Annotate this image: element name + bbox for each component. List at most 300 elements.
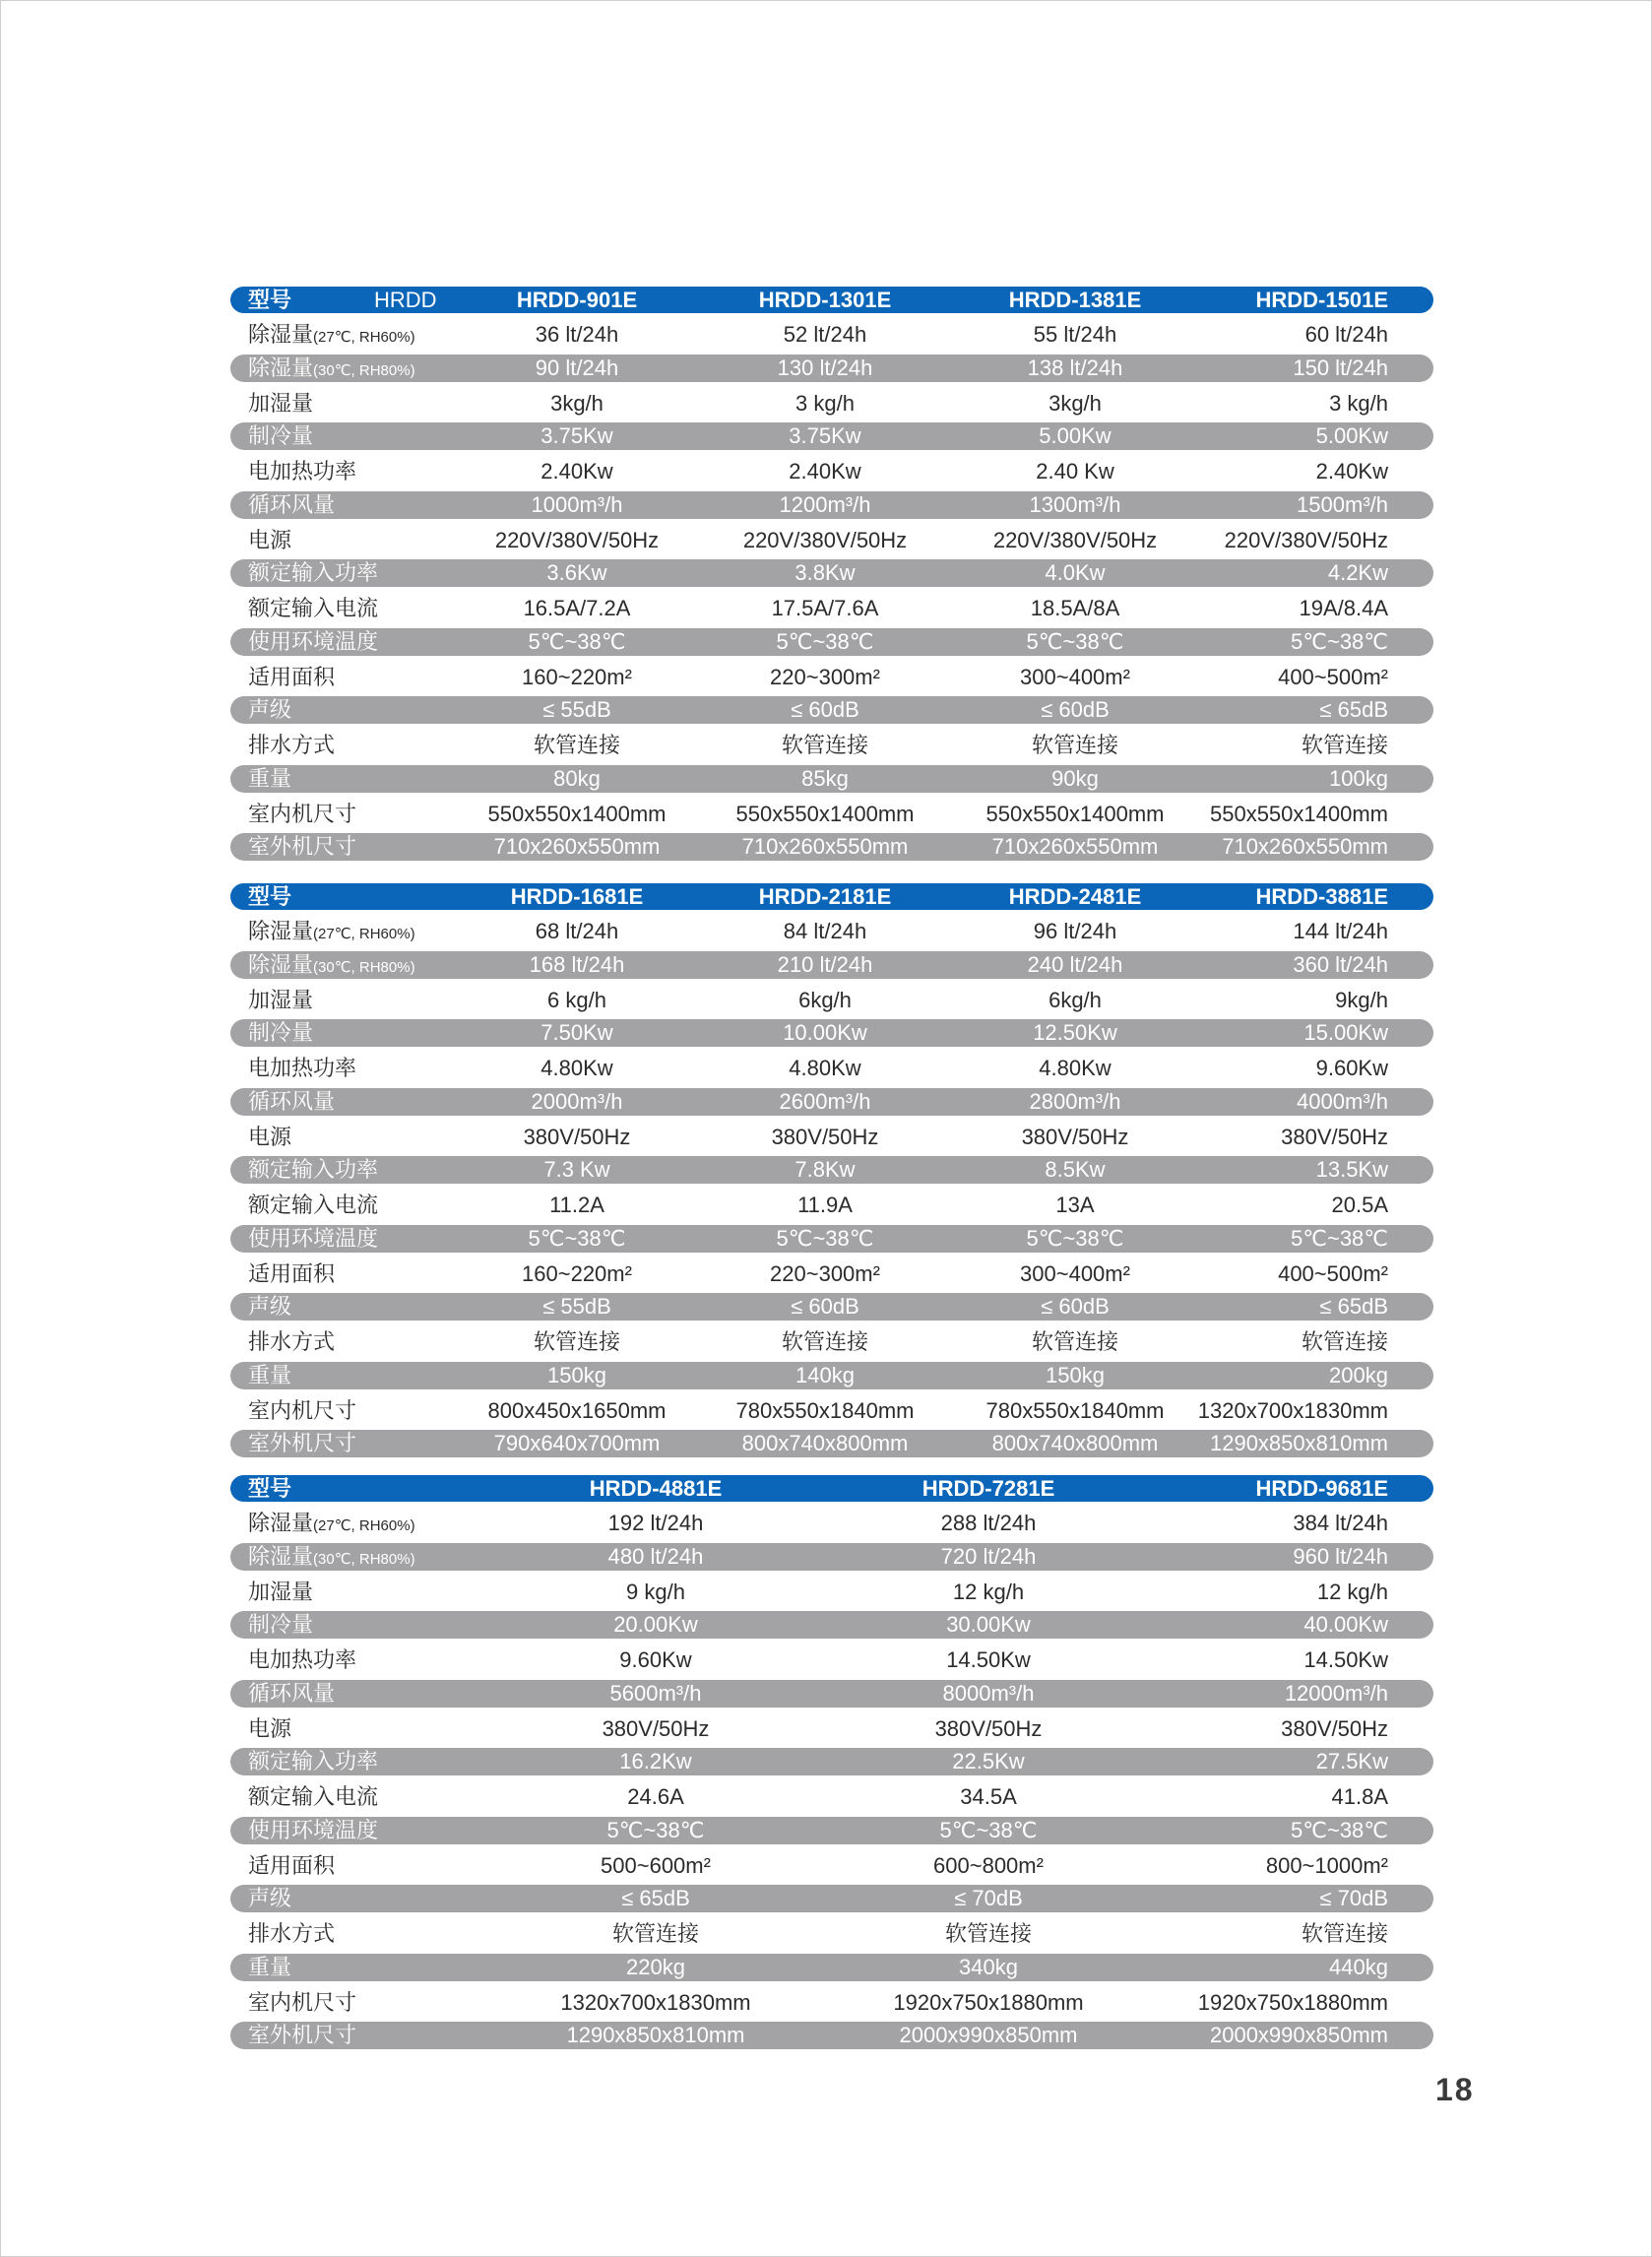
- table-cell: 10.00Kw: [783, 1020, 867, 1045]
- table-cell: 400~500m²: [1278, 664, 1388, 689]
- header-prefix: HRDD: [374, 288, 437, 312]
- row-label-text: 声级: [248, 697, 292, 722]
- table-cell: 220V/380V/50Hz: [494, 527, 660, 552]
- table-cell: 软管连接: [1301, 733, 1388, 757]
- table-cell: 软管连接: [944, 1921, 1032, 1946]
- table-cell: 2.40 Kw: [1036, 459, 1114, 484]
- row-label: [248, 1643, 356, 1677]
- row-label-text: 室内机尺寸: [248, 1989, 357, 2015]
- row-label: [248, 591, 378, 625]
- header-model: HRDD-9681E: [1255, 1476, 1388, 1501]
- row-label-text: 使用环境温度: [248, 1225, 379, 1251]
- table-cell: 7.8Kw: [794, 1157, 856, 1182]
- table-cell: 15.00Kw: [1303, 1020, 1388, 1045]
- table-cell: 384 lt/24h: [1293, 1511, 1388, 1535]
- table-cell: 18.5A/8A: [1030, 596, 1120, 620]
- table-row: [230, 728, 1433, 762]
- table-cell: 55 lt/24h: [1033, 322, 1117, 347]
- table-cell: 2600m³/h: [779, 1088, 871, 1114]
- header-label: 型号: [248, 288, 292, 312]
- table-cell: 710x260x550mm: [991, 834, 1159, 859]
- table-cell: 380V/50Hz: [523, 1124, 631, 1149]
- row-label-text: 适用面积: [248, 664, 336, 689]
- table-cell: 13A: [1055, 1193, 1095, 1217]
- table-cell: 800x450x1650mm: [487, 1397, 667, 1423]
- table-row: [230, 1393, 1433, 1428]
- row-label: [248, 1188, 378, 1222]
- table-cell: 790x640x700mm: [493, 1431, 661, 1455]
- row-label: [248, 1156, 378, 1184]
- row-label: [248, 491, 335, 519]
- table-cell: 550x550x1400mm: [1209, 801, 1388, 826]
- row-label: [248, 1916, 335, 1951]
- header-model: HRDD-1381E: [1008, 288, 1142, 312]
- table-cell: ≤ 65dB: [621, 1886, 690, 1910]
- table-cell: 12 kg/h: [1316, 1579, 1388, 1604]
- table-cell: 6kg/h: [1048, 987, 1102, 1012]
- table-cell: 3 kg/h: [795, 390, 855, 416]
- table-row: [230, 628, 1433, 656]
- row-label: [248, 1611, 313, 1639]
- table-cell: 3kg/h: [550, 390, 604, 416]
- table-cell: 20.5A: [1331, 1193, 1388, 1217]
- table-cell: 130 lt/24h: [777, 355, 873, 380]
- table-row: [230, 386, 1433, 420]
- page-number: 18: [1435, 2072, 1475, 2107]
- row-label-text: 除湿量: [248, 919, 314, 943]
- table-cell: 400~500m²: [1278, 1260, 1388, 1286]
- table-cell: 7.50Kw: [540, 1020, 613, 1045]
- row-label: [248, 2022, 356, 2049]
- table-cell: 160~220m²: [522, 664, 632, 689]
- row-label: [248, 559, 378, 587]
- table-cell: 1000m³/h: [531, 491, 623, 517]
- table-row: [230, 422, 1433, 450]
- table-cell: 380V/50Hz: [934, 1715, 1043, 1741]
- row-label: [248, 728, 335, 762]
- row-label-note: (27℃, RH60%): [313, 329, 415, 346]
- table-cell: 1320x700x1830mm: [1197, 1397, 1388, 1423]
- table-header-row: [230, 1475, 1433, 1502]
- row-label-text: 室内机尺寸: [248, 801, 357, 826]
- table-cell: 14.50Kw: [1303, 1647, 1388, 1672]
- table-cell: 4000m³/h: [1297, 1088, 1388, 1114]
- table-cell: 34.5A: [960, 1784, 1017, 1809]
- table-cell: ≤ 55dB: [542, 697, 611, 722]
- header-model: HRDD-1681E: [510, 884, 644, 909]
- table-cell: ≤ 55dB: [542, 1294, 611, 1319]
- table-row: [230, 1954, 1433, 1981]
- table-cell: ≤ 60dB: [1041, 1294, 1110, 1319]
- spec-table-1: [230, 287, 1433, 865]
- row-label-text: 额定输入功率: [248, 1749, 379, 1773]
- header-model: HRDD-2481E: [1008, 884, 1142, 909]
- table-cell: 13.5Kw: [1315, 1157, 1388, 1182]
- table-cell: 380V/50Hz: [1281, 1715, 1388, 1741]
- table-cell: 340kg: [959, 1954, 1018, 1979]
- row-label: [248, 1293, 291, 1321]
- table-cell: ≤ 60dB: [791, 697, 859, 722]
- table-row: [230, 491, 1433, 519]
- table-row: [230, 1293, 1433, 1321]
- table-row: [230, 1748, 1433, 1775]
- table-cell: 220~300m²: [770, 664, 880, 689]
- row-label-text: 排水方式: [248, 1921, 336, 1946]
- header-model: HRDD-3881E: [1255, 884, 1388, 909]
- spec-table-2: [230, 883, 1433, 1461]
- row-label-text: 声级: [248, 1294, 292, 1319]
- table-cell: 14.50Kw: [946, 1647, 1031, 1672]
- table-cell: 9kg/h: [1335, 987, 1388, 1012]
- row-label: [248, 1985, 356, 2020]
- table-row: [230, 1257, 1433, 1291]
- table-cell: 3kg/h: [1048, 390, 1102, 416]
- table-cell: 160~220m²: [522, 1260, 632, 1286]
- table-cell: 550x550x1400mm: [487, 801, 667, 826]
- table-row: [230, 696, 1433, 724]
- table-cell: 1290x850x810mm: [1209, 1431, 1388, 1455]
- table-cell: 220kg: [626, 1954, 685, 1979]
- table-cell: 27.5Kw: [1315, 1749, 1388, 1773]
- table-cell: 软管连接: [781, 733, 868, 757]
- row-label: [248, 660, 335, 694]
- row-label: [248, 1430, 356, 1457]
- table-cell: 52 lt/24h: [783, 322, 867, 347]
- table-cell: 6 kg/h: [547, 987, 606, 1012]
- table-cell: 144 lt/24h: [1293, 919, 1388, 943]
- row-label-text: 使用环境温度: [248, 1817, 379, 1842]
- table-cell: 9 kg/h: [626, 1579, 685, 1604]
- table-cell: 60 lt/24h: [1304, 322, 1388, 347]
- table-cell: 36 lt/24h: [535, 322, 619, 347]
- table-cell: 24.6A: [627, 1784, 684, 1809]
- row-label: [248, 317, 415, 355]
- table-cell: 3.75Kw: [540, 423, 613, 448]
- table-row: [230, 914, 1433, 948]
- table-cell: 140kg: [795, 1362, 855, 1387]
- table-row: [230, 1916, 1433, 1951]
- row-label-text: 室外机尺寸: [248, 2023, 357, 2047]
- table-cell: 20.00Kw: [613, 1612, 698, 1637]
- table-cell: 800x740x800mm: [991, 1431, 1159, 1455]
- table-cell: 380V/50Hz: [771, 1124, 879, 1149]
- header-model: HRDD-901E: [516, 288, 638, 312]
- table-cell: 5℃~38℃: [528, 1225, 626, 1251]
- table-cell: 150kg: [547, 1362, 606, 1387]
- header-model: HRDD-1301E: [758, 288, 892, 312]
- table-cell: 780x550x1840mm: [735, 1397, 915, 1423]
- table-row: [230, 1611, 1433, 1639]
- row-label-text: 额定输入功率: [248, 560, 379, 585]
- table-cell: 9.60Kw: [619, 1647, 692, 1672]
- table-cell: 96 lt/24h: [1033, 919, 1117, 943]
- table-cell: ≤ 60dB: [1041, 697, 1110, 722]
- table-cell: 360 lt/24h: [1293, 951, 1388, 977]
- table-cell: 220~300m²: [770, 1260, 880, 1286]
- row-label: [248, 1779, 378, 1814]
- table-cell: 1290x850x810mm: [566, 2023, 745, 2047]
- row-label-text: 适用面积: [248, 1852, 336, 1878]
- table-row: [230, 797, 1433, 831]
- table-row: [230, 1680, 1433, 1708]
- table-row: [230, 1817, 1433, 1844]
- header-model: HRDD-1501E: [1255, 288, 1388, 312]
- table-cell: 8.5Kw: [1045, 1157, 1106, 1182]
- table-cell: 800~1000m²: [1265, 1852, 1388, 1878]
- table-cell: 40.00Kw: [1303, 1612, 1388, 1637]
- table-cell: 80kg: [553, 765, 601, 791]
- table-cell: 2000x990x850mm: [899, 2023, 1078, 2047]
- table-cell: 150 lt/24h: [1293, 355, 1388, 380]
- row-label: [248, 1393, 356, 1428]
- header-model: HRDD-4881E: [589, 1476, 723, 1501]
- header-model: HRDD-2181E: [758, 884, 892, 909]
- table-cell: 16.2Kw: [619, 1749, 692, 1773]
- table-cell: 3.8Kw: [794, 560, 856, 585]
- table-cell: 5℃~38℃: [939, 1817, 1038, 1842]
- table-cell: 300~400m²: [1020, 1260, 1130, 1286]
- table-cell: 550x550x1400mm: [985, 801, 1165, 826]
- table-cell: 600~800m²: [933, 1852, 1044, 1878]
- table-row: [230, 833, 1433, 861]
- header-label: 型号: [248, 1476, 292, 1501]
- table-row: [230, 1324, 1433, 1359]
- table-cell: 5℃~38℃: [776, 628, 874, 654]
- table-row: [230, 1019, 1433, 1047]
- row-label: [248, 1257, 335, 1291]
- row-label-text: 额定输入电流: [248, 596, 379, 620]
- row-label: [248, 355, 415, 385]
- table-row: [230, 591, 1433, 625]
- table-cell: 90kg: [1051, 765, 1099, 791]
- row-label: [248, 797, 356, 831]
- table-cell: 220V/380V/50Hz: [1224, 527, 1388, 552]
- row-label-text: 重量: [248, 1954, 292, 1979]
- row-label: [248, 454, 356, 488]
- row-label: [248, 628, 378, 656]
- table-cell: 3.75Kw: [789, 423, 861, 448]
- row-label: [248, 1848, 335, 1883]
- row-label-text: 制冷量: [248, 1020, 314, 1045]
- table-cell: 30.00Kw: [946, 1612, 1031, 1637]
- table-row: [230, 1362, 1433, 1389]
- table-cell: 5℃~38℃: [776, 1225, 874, 1251]
- table-cell: 1920x750x1880mm: [893, 1989, 1084, 2015]
- row-label-text: 排水方式: [248, 1329, 336, 1354]
- table-row: [230, 1543, 1433, 1571]
- table-row: [230, 1985, 1433, 2020]
- row-label: [248, 833, 356, 861]
- table-cell: 138 lt/24h: [1027, 355, 1123, 380]
- table-row: [230, 660, 1433, 694]
- table-cell: 192 lt/24h: [607, 1511, 704, 1535]
- table-cell: 1500m³/h: [1297, 491, 1388, 517]
- table-cell: 2000x990x850mm: [1209, 2023, 1388, 2047]
- table-row: [230, 765, 1433, 793]
- table-cell: 软管连接: [1031, 733, 1118, 757]
- table-cell: 5℃~38℃: [1291, 628, 1388, 654]
- table-cell: ≤ 65dB: [1319, 697, 1388, 722]
- row-label-text: 排水方式: [248, 733, 336, 757]
- table-cell: 5℃~38℃: [1291, 1817, 1388, 1842]
- table-cell: 11.9A: [797, 1193, 853, 1217]
- table-cell: 380V/50Hz: [1021, 1124, 1129, 1149]
- row-label: [248, 1543, 415, 1574]
- row-label-text: 重量: [248, 765, 292, 791]
- table-row: [230, 951, 1433, 979]
- table-cell: 4.80Kw: [789, 1056, 861, 1080]
- table-cell: 6kg/h: [798, 987, 852, 1012]
- table-row: [230, 1051, 1433, 1085]
- table-cell: 780x550x1840mm: [985, 1397, 1165, 1423]
- row-label-text: 除湿量: [248, 951, 314, 977]
- table-row: [230, 1779, 1433, 1814]
- table-cell: 2.40Kw: [1315, 459, 1388, 484]
- row-label: [248, 765, 291, 793]
- table-cell: 100kg: [1329, 765, 1388, 791]
- row-label-text: 室外机尺寸: [248, 834, 357, 859]
- table-cell: 5℃~38℃: [1026, 1225, 1124, 1251]
- table-cell: 17.5A/7.6A: [771, 596, 879, 620]
- row-label-text: 制冷量: [248, 423, 314, 448]
- table-row: [230, 1506, 1433, 1540]
- row-label: [248, 1748, 378, 1775]
- table-row: [230, 1430, 1433, 1457]
- row-label-text: 室外机尺寸: [248, 1431, 357, 1455]
- table-cell: 软管连接: [1301, 1329, 1388, 1354]
- table-cell: 8000m³/h: [942, 1680, 1035, 1706]
- table-cell: 软管连接: [1031, 1329, 1118, 1354]
- table-cell: 1320x700x1830mm: [560, 1989, 751, 2015]
- table-row: [230, 2022, 1433, 2049]
- table-cell: 1920x750x1880mm: [1197, 1989, 1388, 2015]
- table-cell: 软管连接: [781, 1329, 868, 1354]
- row-label-text: 加湿量: [248, 390, 314, 416]
- table-cell: 210 lt/24h: [777, 951, 873, 977]
- row-label: [248, 386, 313, 420]
- table-cell: 1300m³/h: [1029, 491, 1121, 517]
- table-cell: 16.5A/7.2A: [523, 596, 631, 620]
- row-label-text: 加湿量: [248, 987, 314, 1012]
- table-cell: 220V/380V/50Hz: [992, 527, 1158, 552]
- table-cell: 68 lt/24h: [535, 919, 619, 943]
- table-cell: 150kg: [1046, 1362, 1105, 1387]
- table-cell: 380V/50Hz: [1281, 1124, 1388, 1149]
- row-label-text: 使用环境温度: [248, 628, 379, 654]
- table-row: [230, 1711, 1433, 1746]
- table-cell: 5℃~38℃: [1291, 1225, 1388, 1251]
- row-label-note: (27℃, RH60%): [313, 1517, 415, 1534]
- table-cell: 200kg: [1329, 1362, 1388, 1387]
- row-label-text: 电源: [248, 1715, 292, 1741]
- table-row: [230, 1088, 1433, 1116]
- table-cell: 12000m³/h: [1284, 1680, 1388, 1706]
- table-cell: ≤ 65dB: [1319, 1294, 1388, 1319]
- table-cell: 4.80Kw: [540, 1056, 613, 1080]
- table-cell: 220V/380V/50Hz: [742, 527, 908, 552]
- row-label: [248, 1817, 378, 1844]
- table-row: [230, 1120, 1433, 1154]
- table-cell: 4.2Kw: [1327, 560, 1388, 585]
- row-label-note: (27℃, RH60%): [313, 926, 415, 942]
- row-label: [248, 951, 415, 982]
- row-label-text: 电源: [248, 1124, 292, 1149]
- row-label-text: 额定输入功率: [248, 1157, 379, 1182]
- table-cell: 710x260x550mm: [1222, 834, 1388, 859]
- table-cell: 2000m³/h: [531, 1088, 623, 1114]
- row-label-text: 制冷量: [248, 1612, 314, 1637]
- table-cell: 710x260x550mm: [493, 834, 661, 859]
- table-cell: 440kg: [1329, 1954, 1388, 1979]
- table-cell: 4.0Kw: [1045, 560, 1106, 585]
- row-label: [248, 1051, 356, 1085]
- row-label: [248, 1885, 291, 1912]
- table-cell: 480 lt/24h: [607, 1543, 704, 1569]
- table-row: [230, 317, 1433, 352]
- row-label-note: (30℃, RH80%): [313, 361, 415, 379]
- row-label-text: 循环风量: [248, 1680, 336, 1706]
- table-cell: 软管连接: [1301, 1921, 1388, 1946]
- header-model: HRDD-7281E: [921, 1476, 1055, 1501]
- table-cell: ≤ 70dB: [954, 1886, 1023, 1910]
- table-cell: 5℃~38℃: [528, 628, 626, 654]
- table-header-row: [230, 883, 1433, 910]
- table-row: [230, 983, 1433, 1017]
- table-row: [230, 559, 1433, 587]
- table-cell: 5℃~38℃: [606, 1817, 705, 1842]
- row-label: [248, 1120, 291, 1154]
- row-label-text: 重量: [248, 1362, 292, 1387]
- row-label-text: 循环风量: [248, 491, 336, 517]
- table-cell: 软管连接: [533, 733, 620, 757]
- table-cell: 9.60Kw: [1315, 1056, 1388, 1080]
- table-cell: 2.40Kw: [540, 459, 613, 484]
- table-cell: 7.3 Kw: [543, 1157, 610, 1182]
- row-label-text: 除湿量: [248, 1543, 314, 1569]
- table-cell: 5℃~38℃: [1026, 628, 1124, 654]
- table-cell: 84 lt/24h: [783, 919, 867, 943]
- row-label: [248, 1225, 378, 1253]
- row-label-note: (30℃, RH80%): [313, 1550, 415, 1568]
- table-cell: 12 kg/h: [952, 1579, 1025, 1604]
- row-label-text: 除湿量: [248, 355, 314, 380]
- row-label: [248, 1575, 313, 1609]
- table-cell: 380V/50Hz: [602, 1715, 710, 1741]
- table-cell: 168 lt/24h: [529, 951, 625, 977]
- row-label-text: 额定输入电流: [248, 1784, 379, 1809]
- table-row: [230, 1575, 1433, 1609]
- table-cell: 2800m³/h: [1029, 1088, 1121, 1114]
- row-label-text: 电源: [248, 527, 292, 552]
- row-label-text: 循环风量: [248, 1088, 336, 1114]
- table-cell: 12.50Kw: [1033, 1020, 1117, 1045]
- table-cell: 550x550x1400mm: [735, 801, 915, 826]
- table-row: [230, 1643, 1433, 1677]
- table-cell: ≤ 60dB: [791, 1294, 859, 1319]
- table-cell: 3 kg/h: [1329, 390, 1388, 416]
- table-cell: 11.2A: [549, 1193, 604, 1217]
- row-label: [248, 696, 291, 724]
- table-cell: 3.6Kw: [546, 560, 607, 585]
- row-label-text: 加湿量: [248, 1579, 314, 1604]
- table-cell: 800x740x800mm: [741, 1431, 909, 1455]
- table-cell: 85kg: [801, 765, 849, 791]
- row-label: [248, 1362, 291, 1389]
- table-cell: 5600m³/h: [609, 1680, 702, 1706]
- row-label-text: 除湿量: [248, 1511, 314, 1535]
- row-label-text: 额定输入电流: [248, 1193, 379, 1217]
- header-label: 型号: [248, 884, 292, 909]
